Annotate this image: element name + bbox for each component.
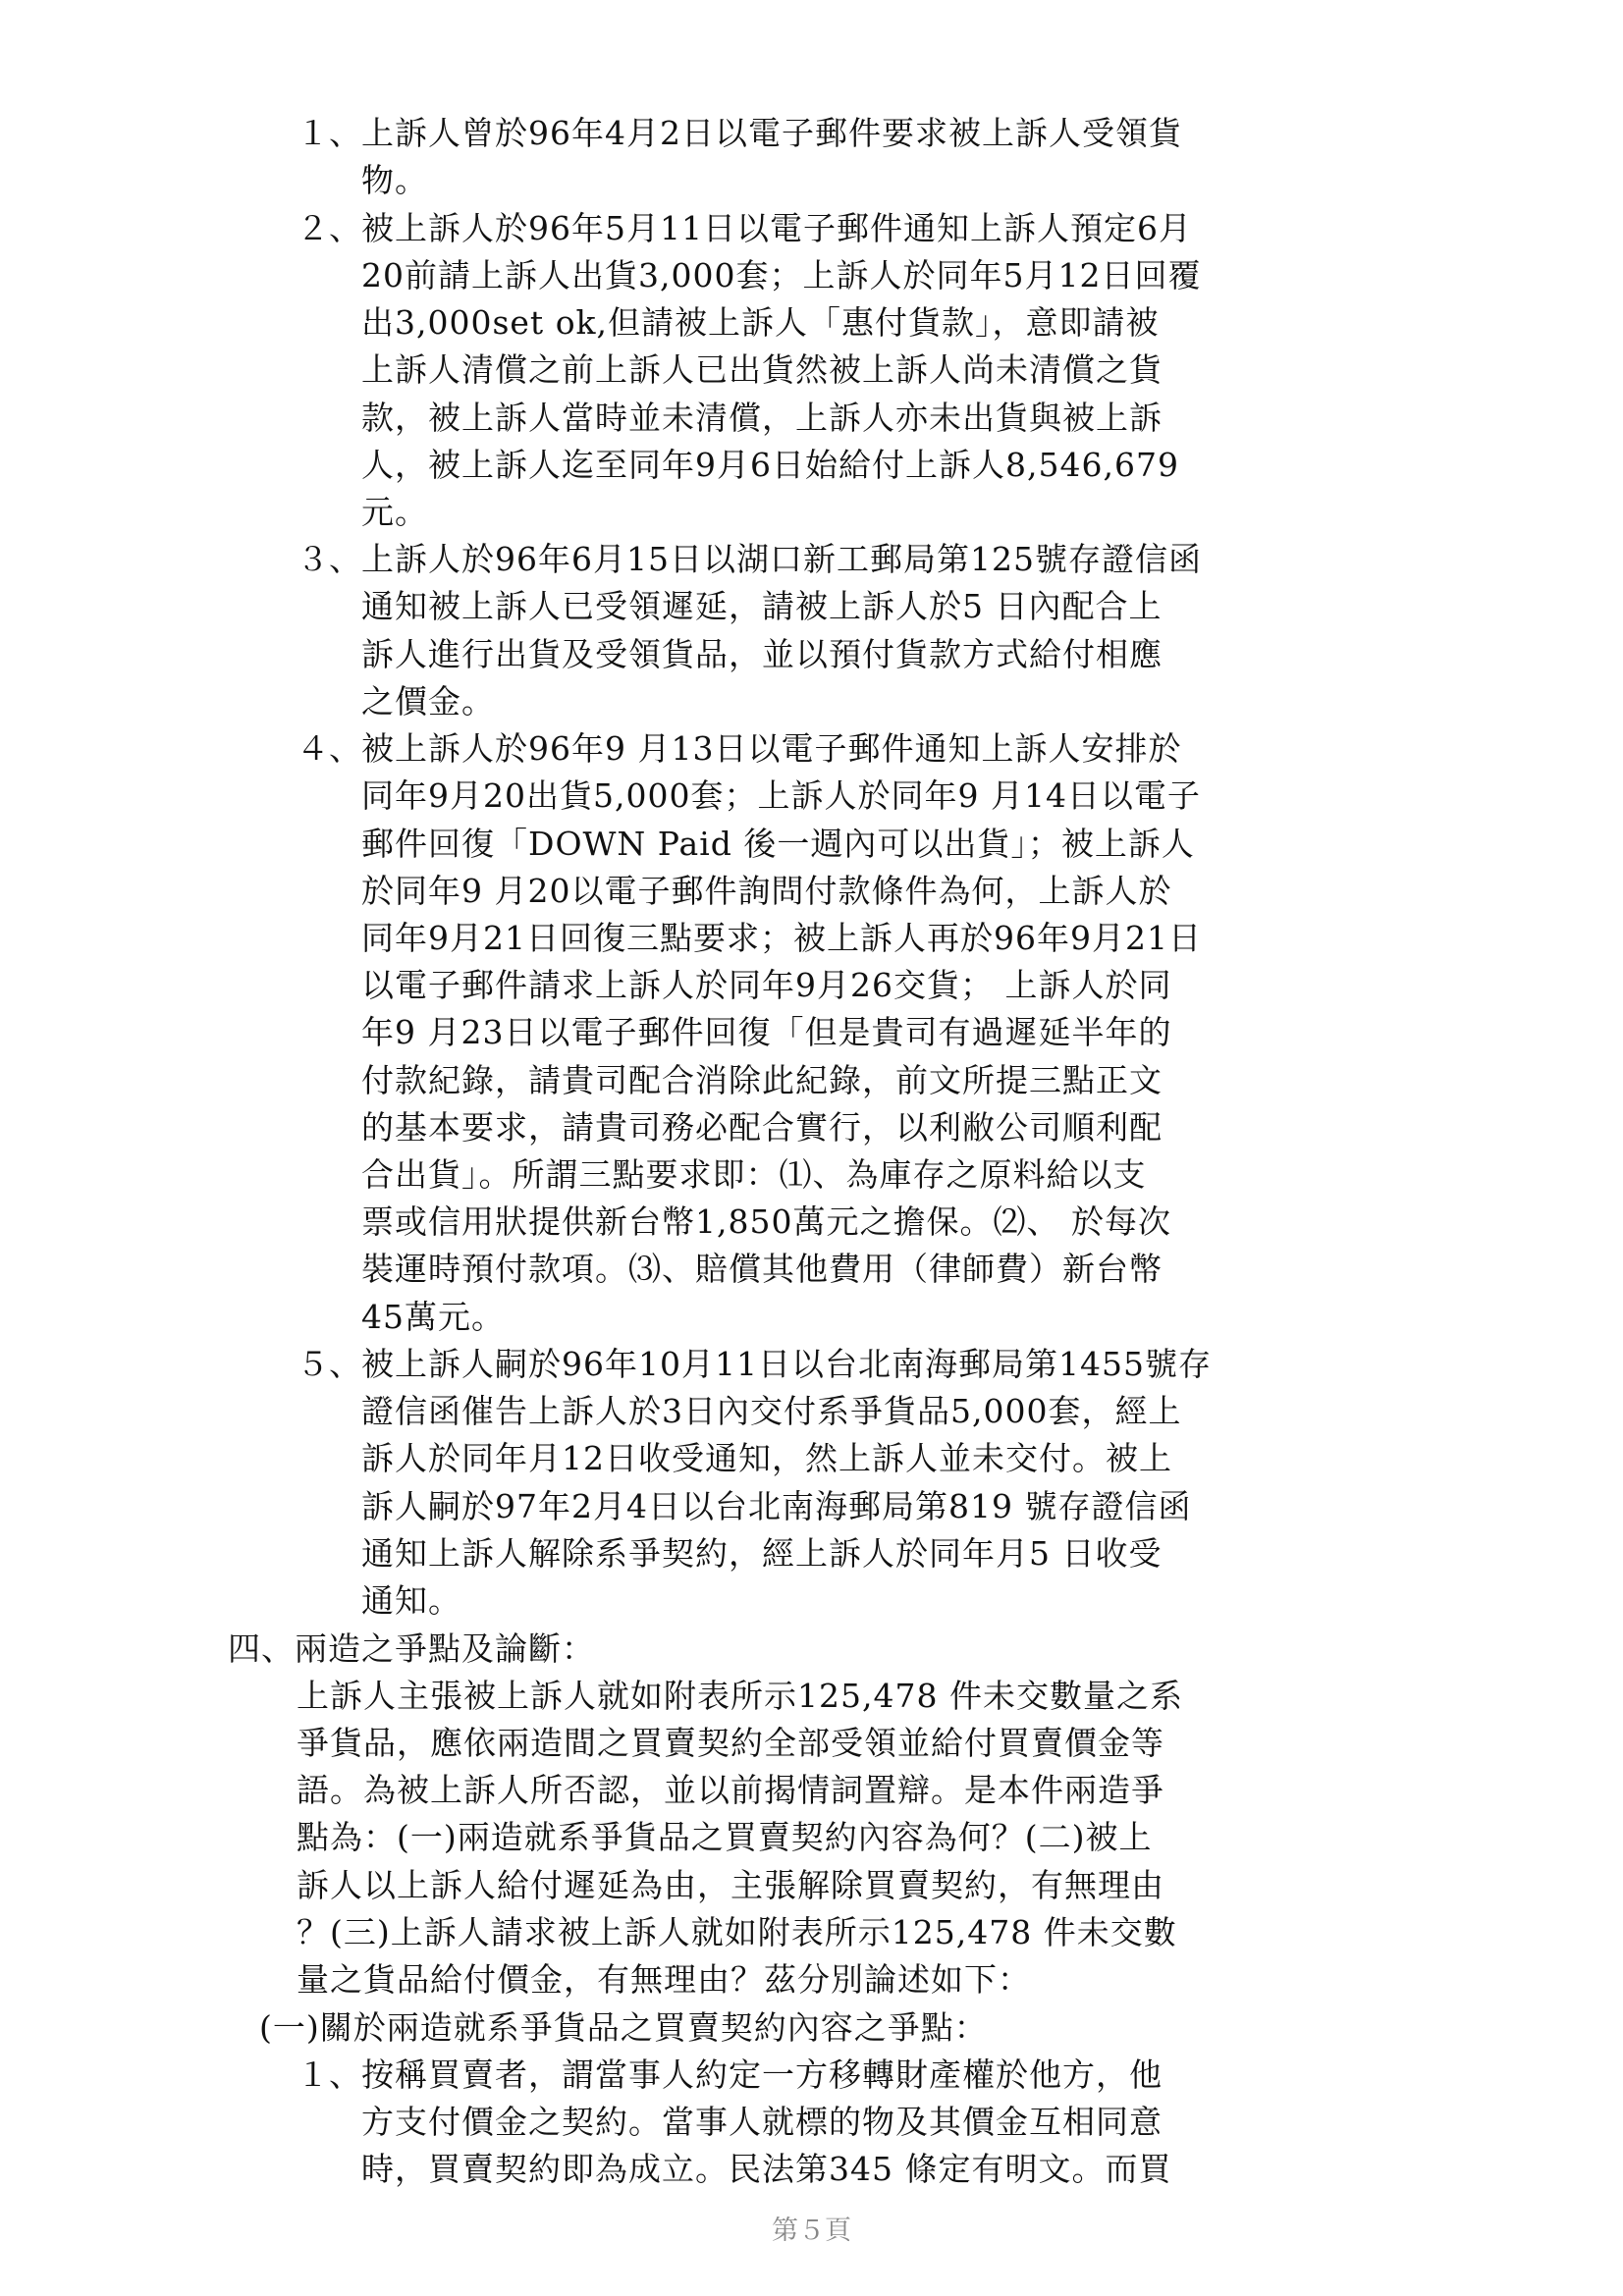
section-heading: 四、兩造之爭點及論斷： [228,1629,595,1668]
text-line: 出3,000set ok,但請被上訴人「惠付貨款」，意即請被 [361,303,1160,342]
text-line: 款，被上訴人當時並未清償，上訴人亦未出貨與被上訴 [361,399,1163,437]
text-line: 付款紀錄，請貴司配合消除此紀錄，前文所提三點正文 [361,1061,1163,1099]
text-line: 上訴人清償之前上訴人已出貨然被上訴人尚未清償之貨 [361,350,1163,389]
text-line: 訴人於同年月12日收受通知，然上訴人並未交付。被上 [361,1439,1172,1477]
item-number: １、 [297,114,361,152]
item-number: ５、 [297,1345,361,1383]
text-line: 元。 [361,493,428,531]
text-line: 45萬元。 [361,1298,505,1336]
item-number: ２、 [297,209,361,247]
text-line: 物。 [361,161,428,199]
text-line: 上訴人主張被上訴人就如附表所示125,478 件未交數量之系 [297,1677,1183,1715]
text-line: 通知。 [361,1581,461,1620]
text-line: 點為：(一)兩造就系爭貨品之買賣契約內容為何？(二)被上 [297,1818,1153,1856]
text-line: 方支付價金之契約。當事人就標的物及其價金互相同意 [361,2103,1163,2141]
text-line: 證信函催告上訴人於3日內交付系爭貨品5,000套，經上 [361,1392,1182,1430]
text-line: 郵件回復「DOWN Paid 後一週內可以出貨」；被上訴人 [361,825,1195,863]
text-line: 上訴人曾於96年4月2日以電子郵件要求被上訴人受領貨 [361,114,1182,152]
text-line: 年9 月23日以電子郵件回復「但是貴司有過遲延半年的 [361,1013,1172,1051]
page-number: 第５頁 [772,2216,851,2246]
text-line: ？(三)上訴人請求被上訴人就如附表所示125,478 件未交數 [297,1913,1177,1951]
text-line: 上訴人於96年6月15日以湖口新工郵局第125號存證信函 [361,540,1202,578]
text-line: 的基本要求，請貴司務必配合實行，以利敝公司順利配 [361,1108,1163,1147]
text-line: 被上訴人嗣於96年10月11日以台北南海郵局第1455號存 [361,1345,1212,1383]
text-line: 爭貨品，應依兩造間之買賣契約全部受領並給付買賣價金等 [297,1724,1164,1762]
text-line: 裝運時預付款項。⑶、賠償其他費用（律師費）新台幣 [361,1250,1163,1288]
text-line: 同年9月20出貨5,000套；上訴人於同年9 月14日以電子 [361,776,1201,815]
text-line: 20前請上訴人出貨3,000套；上訴人於同年5月12日回覆 [361,256,1202,294]
text-line: 語。為被上訴人所否認，並以前揭情詞置辯。是本件兩造爭 [297,1771,1164,1809]
text-line: 通知被上訴人已受領遲延，請被上訴人於5 日內配合上 [361,587,1163,625]
text-line: 量之貨品給付價金，有無理由？茲分別論述如下： [297,1960,1031,1999]
text-line: 人，被上訴人迄至同年9月6日始給付上訴人8,546,679 [361,446,1179,484]
subsection-heading: (一)關於兩造就系爭貨品之買賣契約內容之爭點： [259,2008,988,2047]
item-number: １、 [297,2056,361,2094]
text-line: 同年9月21日回復三點要求；被上訴人再於96年9月21日 [361,919,1202,957]
text-line: 以電子郵件請求上訴人於同年9月26交貨； 上訴人於同 [361,966,1172,1004]
text-line: 合出貨」。所謂三點要求即：⑴、為庫存之原料給以支 [361,1155,1147,1194]
text-line: 通知上訴人解除系爭契約，經上訴人於同年月5 日收受 [361,1534,1163,1573]
text-line: 之價金。 [361,682,495,721]
text-line: 票或信用狀提供新台幣1,850萬元之擔保。⑵、 於每次 [361,1202,1171,1241]
item-number: ４、 [297,729,361,768]
text-line: 被上訴人於96年5月11日以電子郵件通知上訴人預定6月 [361,209,1192,247]
text-line: 時，買賣契約即為成立。民法第345 條定有明文。而買 [361,2150,1172,2188]
item-number: ３、 [297,540,361,578]
text-line: 按稱買賣者，謂當事人約定一方移轉財產權於他方，他 [361,2056,1163,2094]
text-line: 訴人進行出貨及受領貨品，並以預付貨款方式給付相應 [361,635,1163,673]
text-line: 訴人以上訴人給付遲延為由，主張解除買賣契約，有無理由 [297,1866,1164,1904]
text-line: 於同年9 月20以電子郵件詢問付款條件為何，上訴人於 [361,872,1172,910]
text-line: 訴人嗣於97年2月4日以台北南海郵局第819 號存證信函 [361,1487,1192,1525]
text-line: 被上訴人於96年9 月13日以電子郵件通知上訴人安排於 [361,729,1182,768]
